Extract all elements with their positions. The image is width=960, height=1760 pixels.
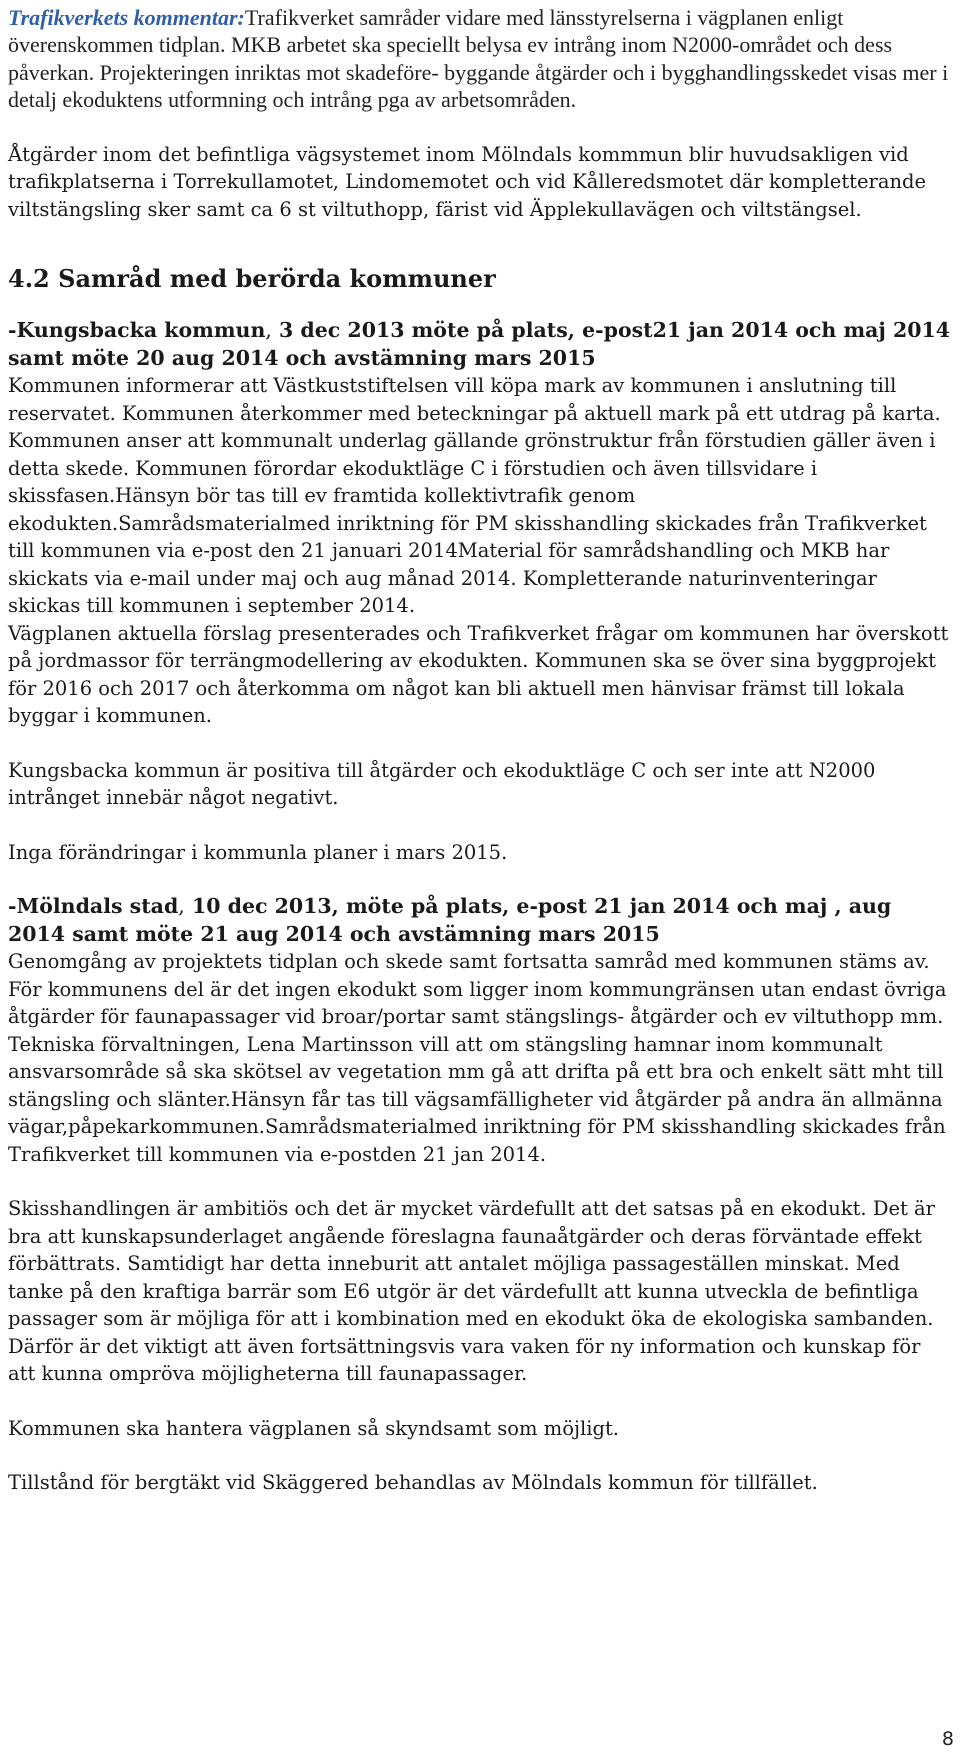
molndal-paragraph-2: Skisshandlingen är ambitiös och det är mycket värdefullt att det satsas på en ekodukt. Det är bra att kunskapsunderlaget angående föreslagna faunaåtgärder och deras förväntade effekt förbättrats. Samtidigt har detta inneburit att antalet möjliga passageställen minskat. Med tanke på den kraftiga barrär som E6 utgör är det värdefullt att kunna utveckla de befintliga passager som är möjliga för att i kombination med en ekodukt öka de ekologiska sambanden. Därför är det viktigt att även fortsättningsvis vara vaken för ny information och kunskap för att kunna ompröva möjligheterna till faunapassager. [8, 1197, 935, 1386]
molndal-paragraph-4: Tillstånd för bergtäkt vid Skäggered behandlas av Mölndals kommun för tillfället. [8, 1471, 818, 1495]
kungsbacka-heading [8, 317, 952, 372]
molndal-heading [8, 893, 952, 948]
atgarder-paragraph: Åtgärder inom det befintliga vägsystemet inom Mölndals kommmun blir huvudsakligen vid trafikplatserna i Torrekullamotet, Lindomemotet och vid Kålleredsmotet där kompletterande viltstängsling sker samt ca 6 st viltuthopp, färist vid Äpplekullavägen och viltstängsel. [8, 142, 927, 221]
molndal-dates: 10 dec 2013, möte på plats, e-post 21 jan 2014 och maj , aug 2014 samt möte 21 aug 2014 och avstämning mars 2015 [8, 894, 892, 946]
heading-sep: , [265, 318, 272, 343]
comment-label: Trafikverkets kommentar: [8, 5, 245, 30]
section-heading: 4.2 Samråd med berörda kommuner [8, 264, 496, 294]
molndal-paragraph-1: Genomgång av projektets tidplan och skede samt fortsatta samråd med kommunen stäms av. För kommunens del är det ingen ekodukt som ligger inom kommungränsen utan endast övriga åtgärder för faunapassager vid broar/portar samt stängslings- åtgärder och ev viltuthopp mm. Tekniska förvaltningen, Lena Martinsson vill att om stängsling hamnar inom kommunalt ansvarsområde så ska skötsel av vegetation mm gå att drifta på ett bra och enkelt sätt mht till stängsling och slänter.Hänsyn får tas till vägsamfälligheter vid åtgärder på andra än allmänna vägar,påpekarkommunen.Samrådsmaterialmed inriktning för PM skisshandling skickades från Trafikverket till kommunen via e-postden 21 jan 2014. [8, 950, 947, 1166]
heading-sep: , [178, 894, 185, 919]
kungsbacka-paragraph-3: Kungsbacka kommun är positiva till åtgärder och ekoduktläge C och ser inte att N2000 intrånget innebär något negativt. [8, 758, 876, 810]
trafikverket-comment [8, 4, 952, 114]
molndal-paragraph-3: Kommunen ska hantera vägplanen så skyndsamt som möjligt. [8, 1416, 619, 1440]
molndal-name: Mölndals stad [16, 894, 179, 919]
comment-text: Trafikverket samråder vidare med länsstyrelserna i vägplanen enligt överenskommen tidplan. MKB arbetet ska speciellt belysa ev intrång inom N2000-området och dess påverkan. Projekteringen inriktas mot skadeföre- byggande åtgärder och i bygghandlingsskedet visas mer i detalj ekoduktens utformning och intrång pga av arbetsområden. [8, 5, 949, 113]
kungsbacka-paragraph-1: Kommunen informerar att Västkuststiftelsen vill köpa mark av kommunen i anslutning till reservatet. Kommunen återkommer med beteckningar på aktuell mark på ett utdrag på karta. Kommunen anser att kommunalt underlag gällande grönstruktur från förstudien gäller även i detta skede. Kommunen förordar ekoduktläge C i förstudien och även tillsvidare i skissfasen.Hänsyn bör tas till ev framtida kollektivtrafik genom ekodukten.Samrådsmaterialmed inriktning för PM skisshandling skickades från Trafikverket till kommunen via e-post den 21 januari 2014Material för samrådshandling och MKB har skickats via e-mail under maj och aug månad 2014. Kompletterande naturinventeringar skickas till kommunen i september 2014. [8, 374, 941, 618]
kungsbacka-name: Kungsbacka kommun [16, 318, 266, 343]
document-page [8, 4, 952, 1497]
heading-prefix: - [8, 894, 17, 919]
page-number: 8 [941, 1728, 954, 1750]
kungsbacka-paragraph-4: Inga förändringar i kommunla planer i mars 2015. [8, 840, 508, 864]
kungsbacka-paragraph-2: Vägplanen aktuella förslag presenterades och Trafikverket frågar om kommunen har överskott på jordmassor för terrängmodellering av ekodukten. Kommunen ska se över sina byggprojekt för 2016 och 2017 och återkomma om något kan bli aktuell men hänvisar främst till lokala byggar i kommunen. [8, 621, 949, 728]
heading-prefix: - [8, 318, 17, 343]
kungsbacka-dates: 3 dec 2013 möte på plats, e-post21 jan 2014 och maj 2014 samt möte 20 aug 2014 och avstämning mars 2015 [8, 318, 951, 370]
